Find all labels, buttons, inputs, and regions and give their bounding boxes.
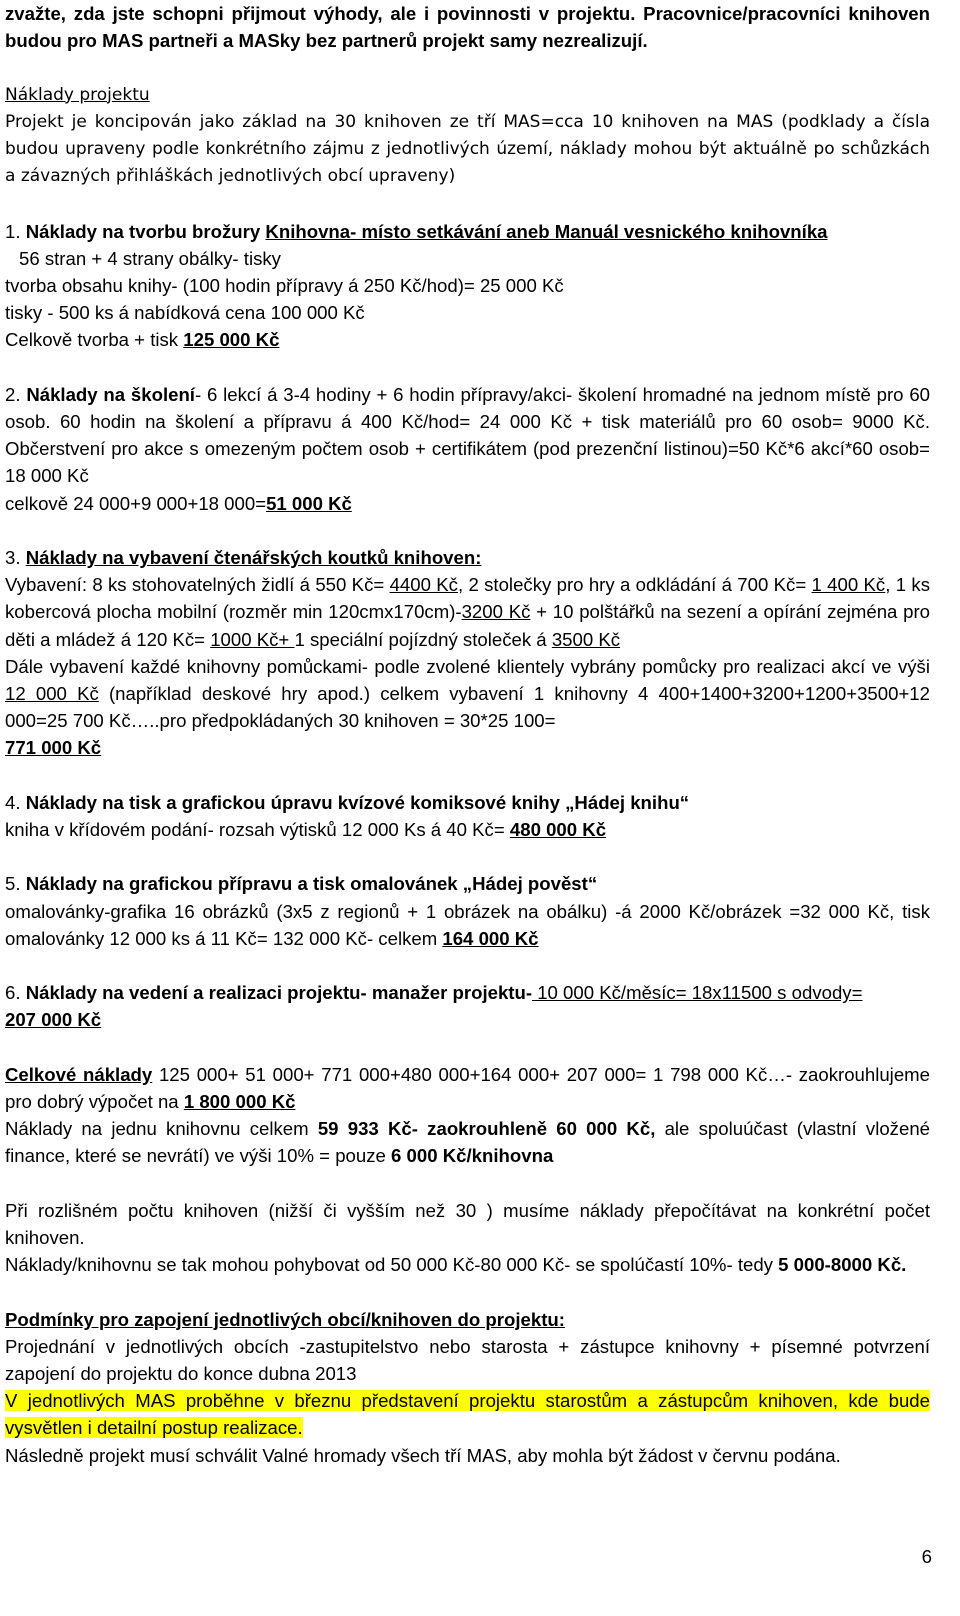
item1-heading: 1. Náklady na tvorbu brožury Knihovna- místo setkávání aneb Manuál vesnického knihovníka — [5, 220, 828, 242]
page-number: 6 — [921, 1546, 932, 1567]
item1-line3: tisky - 500 ks á nabídková cena 100 000 Kč — [5, 302, 365, 324]
item5-heading: 5. Náklady na grafickou přípravu a tisk omalovánek „Hádej pověst“ — [5, 873, 598, 895]
costs-heading: Náklady projektu — [5, 84, 150, 105]
item1-total-line: Celkově tvorba + tisk 125 000 Kč — [5, 329, 280, 351]
document-page — [5, 0, 930, 1469]
conditions-paragraph-2 — [5, 1387, 930, 1441]
recalc-paragraph: Při rozlišném počtu knihoven (nižší či vyšším než 30 ) musíme náklady přepočítávat na konkrétní počet knihoven. — [5, 1199, 930, 1248]
item5-text: omalovánky-grafika 16 obrázků (3x5 z regionů + 1 obrázek na obálku) -á 2000 Kč/obrázek =32 000 Kč, tisk omalovánky 12 000 ks á 11 Kč= 132 000 Kč- celkem 164 000 Kč — [5, 900, 930, 949]
highlighted-text: V jednotlivých MAS proběhne v březnu představení projektu starostům a zástupcům knihoven, kde bude vysvětlen i detailní postup realizace. — [5, 1390, 930, 1439]
item3-heading: 3. Náklady na vybavení čtenářských koutků knihoven: — [5, 547, 482, 568]
item4-text: kniha v křídovém podání- rozsah výtisků 12 000 Ks á 40 Kč= 480 000 Kč — [5, 819, 607, 841]
item6-total: 207 000 Kč — [5, 1009, 102, 1031]
item3-paragraph: Vybavení: 8 ks stohovatelných židlí á 550 Kč= 4400 Kč, 2 stolečky pro hry a odkládání á 700 Kč= 1 400 Kč, 1 ks kobercová plocha mobilní (rozměr min 120cmx170cm)-3200 Kč + 10 polštářků na sezení a opírání zejména pro děti a mládež á 120 Kč= 1000 Kč+ 1 speciální pojízdný stoleček á 3500 Kč — [5, 574, 931, 650]
summary-paragraph: Celkové náklady 125 000+ 51 000+ 771 000+480 000+164 000+ 207 000= 1 798 000 Kč…- zaokrouhlujeme pro dobrý výpočet na 1 800 000 Kč — [5, 1063, 930, 1112]
conditions-paragraph-3: Následně projekt musí schválit Valné hromady všech tří MAS, aby mohla být žádost v červnu podána. — [5, 1444, 841, 1466]
item3-paragraph-2: Dále vybavení každé knihovny pomůckami- podle zvolené klientely vybrány pomůcky pro realizaci akcí ve výši 12 000 Kč (například deskové hry apod.) celkem vybavení 1 knihovny 4 400+1400+3200+1200+3500+12 000=25 700 Kč…..pro předpokládaných 30 knihoven = 30*25 100= — [5, 655, 930, 732]
recalc-range-paragraph: Náklady/knihovnu se tak mohou pohybovat od 50 000 Kč-80 000 Kč- se spolúčastí 10%- tedy 5 000-8000 Kč. — [5, 1254, 907, 1276]
item3-total: 771 000 Kč — [5, 737, 102, 759]
item2-total-line: celkově 24 000+9 000+18 000=51 000 Kč — [5, 492, 352, 514]
conditions-heading: Podmínky pro zapojení jednotlivých obcí/knihoven do projektu: — [5, 1308, 565, 1330]
costs-paragraph: Projekt je koncipován jako základ na 30 knihoven ze tří MAS=cca 10 knihoven na MAS (podklady a čísla budou upraveny podle konkrétního zájmu z jednotlivých území, náklady mohou být aktuálně po schůzkách a závazných přihláškách jednotlivých obcí upraveny) — [5, 111, 930, 187]
per-library-paragraph: Náklady na jednu knihovnu celkem 59 933 Kč- zaokrouhleně 60 000 Kč, ale spoluúčast (vlastní vložené finance, které se nevrátí) ve výši 10% = pouze 6 000 Kč/knihovna — [5, 1118, 930, 1167]
item6-paragraph: 6. Náklady na vedení a realizaci projektu- manažer projektu- 10 000 Kč/měsíc= 18x11500 s odvody= — [5, 982, 863, 1004]
intro-paragraph: zvažte, zda jste schopni přijmout výhody, ale i povinnosti v projektu. Pracovnice/pracovníci knihoven budou pro MAS partneři a MASky bez partnerů projekt samy nezrealizují. — [5, 3, 930, 52]
item1-line1: 56 stran + 4 strany obálky- tisky — [19, 247, 281, 269]
conditions-paragraph-1: Projednání v jednotlivých obcích -zastupitelstvo nebo starosta + zástupce knihovny + písemné potvrzení zapojení do projektu do konce dubna 2013 — [5, 1335, 930, 1384]
item2-paragraph: 2. Náklady na školení- 6 lekcí á 3-4 hodiny + 6 hodin přípravy/akci- školení hromadné na jednom místě pro 60 osob. 60 hodin na školení a přípravu á 400 Kč/hod= 24 000 Kč + tisk materiálů pro 60 osob= 9000 Kč. Občerstvení pro akce s omezeným počtem osob + certifikátem (pod prezenční listinou)=50 Kč*6 akcí*60 osob= 18 000 Kč — [5, 383, 931, 487]
item4-heading: 4. Náklady na tisk a grafickou úpravu kvízové komiksové knihy „Hádej knihu“ — [5, 791, 690, 813]
item1-line2: tvorba obsahu knihy- (100 hodin přípravy á 250 Kč/hod)= 25 000 Kč — [5, 275, 564, 296]
